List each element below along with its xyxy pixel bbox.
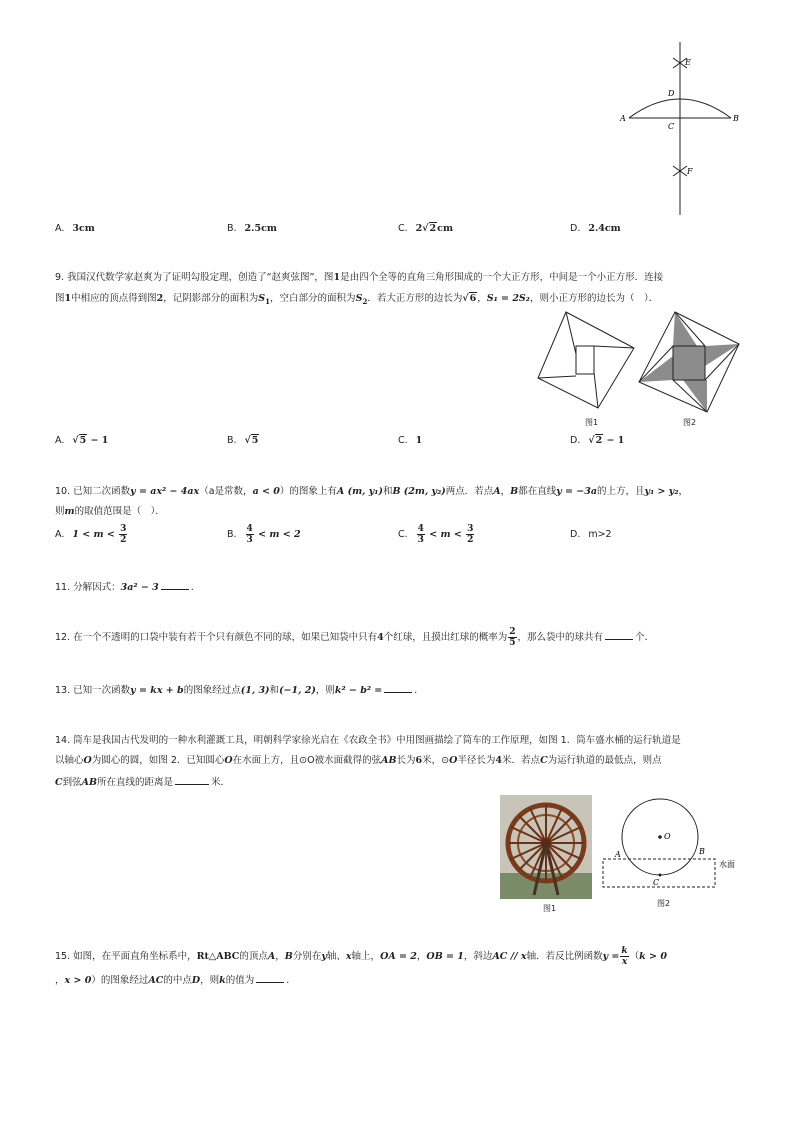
- text-segment: 是由四个全等的直角三角形围成的一个大正方形，中间是一个小正方形．连接: [340, 272, 664, 283]
- answer-blank[interactable]: [175, 775, 209, 785]
- denominator: 3: [417, 535, 424, 545]
- sqrt-expression: √5: [244, 435, 259, 446]
- q9-figure-1-caption: 图1: [585, 418, 599, 427]
- text-segment: 两点．若点: [445, 486, 494, 497]
- text-segment: 和: [382, 486, 393, 497]
- denominator: 5: [509, 638, 516, 648]
- math-expression: AC // x: [492, 951, 527, 962]
- math-expression: < m <: [425, 529, 466, 540]
- q9-option-c[interactable]: [398, 434, 422, 448]
- math-var: B: [284, 951, 293, 962]
- text-segment: ，: [477, 293, 487, 304]
- math-expression: k² − b² =: [334, 685, 383, 696]
- triangle-edge: [566, 312, 576, 354]
- q14-stem-line2: [55, 754, 662, 768]
- label-c: C: [668, 122, 675, 131]
- math-subscript: 2: [362, 296, 368, 306]
- math-var: O: [449, 755, 458, 766]
- text-segment: ，则: [200, 975, 220, 986]
- option-label: C.: [398, 435, 408, 446]
- math-number: 2: [156, 293, 164, 304]
- text-segment: ，: [55, 975, 65, 986]
- q10-stem-line1: [55, 485, 688, 499]
- option-label: D.: [570, 435, 581, 446]
- option-label: B.: [227, 435, 237, 446]
- q8-option-d[interactable]: [570, 222, 621, 236]
- text-segment: ，: [275, 951, 285, 962]
- answer-blank[interactable]: [161, 580, 189, 590]
- option-label: D.: [570, 529, 581, 540]
- sqrt-expression: √5: [72, 435, 87, 446]
- q9-option-d[interactable]: [570, 434, 624, 448]
- fraction: [466, 524, 474, 545]
- q14-stem-line1: [55, 734, 681, 748]
- radicand: 5: [79, 435, 87, 446]
- math-var: A: [267, 951, 276, 962]
- math-var: O: [224, 755, 233, 766]
- q9-figure-2: [637, 310, 741, 414]
- text-segment: 以轴心: [55, 755, 84, 766]
- text-segment: 图: [55, 293, 65, 304]
- math-subscript: 1: [265, 296, 271, 306]
- text-segment: 轴上，: [351, 951, 381, 962]
- label-e: E: [685, 58, 691, 67]
- math-expression: B (2m, y₂): [392, 486, 446, 497]
- label-b: B: [699, 847, 705, 856]
- text-segment: 和: [269, 685, 280, 696]
- q12-stem: [55, 625, 654, 651]
- fraction: [246, 524, 254, 545]
- option-coefficient: 2: [415, 223, 423, 234]
- text-segment: ，那么袋中的球共有: [517, 632, 604, 643]
- text-segment: ，: [500, 486, 511, 497]
- q13-stem: [55, 683, 424, 698]
- numerator: 4: [246, 524, 253, 534]
- math-number: 1: [333, 272, 341, 283]
- text-segment: 的顶点: [239, 951, 268, 962]
- label-b: B: [733, 114, 739, 123]
- math-expression: y = ax² − 4ax: [130, 486, 200, 497]
- q11-stem: [55, 580, 200, 595]
- triangle-edge: [594, 346, 634, 348]
- math-expression: Rt△ABC: [196, 951, 240, 962]
- center-dot: [658, 835, 662, 839]
- math-var: B: [510, 486, 519, 497]
- math-expression: y =: [602, 951, 620, 962]
- text-segment: 米．: [211, 777, 231, 788]
- math-expression: OB = 1: [426, 951, 464, 962]
- text-segment: 个红球，且摸出红球的概率为: [383, 632, 508, 643]
- answer-blank[interactable]: [384, 683, 412, 693]
- triangle-edge: [538, 376, 576, 378]
- option-label: D.: [570, 223, 581, 234]
- text-segment: 分别在: [292, 951, 322, 962]
- small-square: [673, 346, 705, 380]
- math-var: y: [321, 951, 327, 962]
- denominator: 2: [120, 535, 127, 545]
- q8-construction-figure: [615, 40, 745, 220]
- option-label: B.: [227, 223, 237, 234]
- q14-waterwheel-photo: [500, 795, 592, 899]
- math-var: D: [191, 975, 201, 986]
- sqrt-expression: √6: [462, 293, 477, 304]
- math-expression: k > 0: [639, 951, 667, 962]
- text-segment: 的上方，且: [597, 486, 645, 497]
- text-segment: 长为: [396, 755, 416, 766]
- text-segment: 10. 已知二次函数: [55, 486, 131, 497]
- option-label: A.: [55, 223, 65, 234]
- q10-option-d[interactable]: [570, 522, 612, 548]
- math-expression: S₁ = 2S₂: [486, 293, 530, 304]
- math-expression: 3a² − 3: [120, 582, 159, 593]
- math-var: k: [219, 975, 226, 986]
- math-var: O: [83, 755, 92, 766]
- label-o: O: [664, 832, 671, 841]
- text-segment: 15. 如图，在平面直角坐标系中，: [55, 951, 197, 962]
- label-water-surface: 水面: [719, 860, 735, 869]
- math-var: S: [258, 293, 266, 304]
- math-var: x: [345, 951, 352, 962]
- math-var: S: [355, 293, 363, 304]
- answer-blank[interactable]: [256, 973, 284, 983]
- text-segment: 14. 筒车是我国古代发明的一种水利灌溉工具，明朝科学家徐光启在《农政全书》中用图画描绘了筒车的工作原理，如图 1．筒车盛水桶的运行轨道是: [55, 735, 681, 746]
- text-segment: （a是常数，: [199, 486, 253, 497]
- math-expression: x > 0: [64, 975, 92, 986]
- text-segment: 中相应的顶点得到图: [71, 293, 157, 304]
- fraction: [508, 627, 516, 648]
- q9-option-b[interactable]: [227, 434, 259, 448]
- math-expression: 1 < m <: [72, 529, 119, 540]
- text-segment: ．若大正方形的边长为: [367, 293, 463, 304]
- math-var: C: [55, 777, 63, 788]
- q9-stem-line2: [55, 292, 658, 309]
- option-unit: cm: [437, 223, 453, 234]
- numerator: 3: [120, 524, 127, 534]
- q14-figure-2-caption: 图2: [657, 899, 671, 908]
- option-text: 3cm: [72, 223, 95, 234]
- label-d: D: [668, 89, 675, 98]
- fraction: [620, 946, 628, 967]
- text-segment: 12. 在一个不透明的口袋中装有若干个只有颜色不同的球，如果已知袋中只有: [55, 632, 378, 643]
- radicand: 2: [595, 435, 603, 446]
- shaded-region: [639, 356, 673, 382]
- text-segment: 轴、: [326, 951, 346, 962]
- math-var: AB: [381, 755, 397, 766]
- text-segment: 则: [55, 506, 65, 517]
- q8-option-a[interactable]: [55, 222, 95, 236]
- q14-circle-figure: [600, 797, 750, 897]
- text-segment: ，记阴影部分的面积为: [163, 293, 259, 304]
- math-expression: OA = 2: [380, 951, 417, 962]
- answer-blank[interactable]: [605, 630, 633, 640]
- sqrt-expression: √2: [588, 435, 603, 446]
- math-expression: y₁ > y₂: [644, 486, 679, 497]
- q14-stem-line3: [55, 775, 230, 790]
- math-expression: (1, 3): [240, 685, 270, 696]
- q9-figure-2-caption: 图2: [683, 418, 697, 427]
- triangle-edge: [594, 372, 598, 408]
- numerator: 4: [417, 524, 424, 534]
- radicand: 2: [429, 223, 437, 234]
- text-segment: 都在直线: [518, 486, 557, 497]
- text-segment: （: [629, 951, 640, 962]
- text-segment: 在水面上方，且⊙O被水面截得的弦: [232, 755, 382, 766]
- numerator: 2: [509, 627, 516, 637]
- text-segment: ，则: [315, 685, 335, 696]
- outer-square: [538, 312, 634, 408]
- radicand: 5: [251, 435, 259, 446]
- option-label: B.: [227, 529, 237, 540]
- text-segment: 的图象经过点: [183, 685, 241, 696]
- label-f: F: [687, 167, 693, 176]
- math-expression: (−1, 2): [279, 685, 316, 696]
- text-segment: ，: [416, 951, 427, 962]
- q10-option-b[interactable]: [227, 522, 301, 548]
- text-segment: ）的图象经过: [91, 975, 149, 986]
- point-c-dot: [659, 874, 662, 877]
- text-segment: 半径长为: [457, 755, 496, 766]
- math-var: AB: [81, 777, 97, 788]
- text-segment: 米，⊙: [422, 755, 450, 766]
- denominator: x: [621, 957, 628, 967]
- text-segment: 所在直线的距离是: [96, 777, 173, 788]
- math-var: AC: [148, 975, 164, 986]
- q9-option-a[interactable]: [55, 434, 108, 448]
- sqrt-expression: √2: [422, 223, 437, 234]
- math-number: 1: [64, 293, 72, 304]
- q10-stem-line2: [55, 505, 165, 519]
- math-var: A: [493, 486, 501, 497]
- q10-option-c[interactable]: [398, 522, 475, 548]
- denominator: 2: [467, 535, 474, 545]
- text-segment: 为圆心的圆，如图 2．已知圆心: [91, 755, 225, 766]
- q15-stem-line2: [55, 973, 296, 988]
- math-var: C: [540, 755, 548, 766]
- numerator: 3: [467, 524, 474, 534]
- option-text: 2.5cm: [244, 223, 277, 234]
- label-c: C: [653, 878, 660, 887]
- math-expression: A (m, y₁): [336, 486, 383, 497]
- math-expression: < m < 2: [254, 529, 301, 540]
- text-segment: ）的图象上有: [279, 486, 337, 497]
- math-expression: y = −3a: [556, 486, 598, 497]
- text-segment: 的取值范围是（ ）．: [74, 506, 165, 517]
- fraction: [417, 524, 425, 545]
- label-a: A: [620, 114, 626, 123]
- option-text: 1: [415, 435, 423, 446]
- option-label: A.: [55, 435, 65, 446]
- q15-stem-line1: [55, 944, 667, 970]
- q9-figure-1: [536, 310, 636, 410]
- q8-option-b[interactable]: [227, 222, 277, 236]
- math-number: 4: [377, 632, 384, 643]
- q9-stem-line1: [55, 271, 663, 285]
- option-text: m>2: [588, 529, 612, 540]
- text-segment: 13. 已知一次函数: [55, 685, 131, 696]
- inner-square: [576, 346, 594, 374]
- text-segment: ，空白部分的面积为: [270, 293, 356, 304]
- option-label: C.: [398, 223, 408, 234]
- math-number: 4: [495, 755, 503, 766]
- q8-option-c[interactable]: [398, 222, 453, 236]
- math-expression: y = kx + b: [130, 685, 184, 696]
- math-expression: a < 0: [252, 486, 280, 497]
- text-segment: 到弦: [62, 777, 82, 788]
- numerator: k: [621, 946, 628, 956]
- text-segment: 米．若点: [502, 755, 541, 766]
- text-segment: 9. 我国汉代数学家赵爽为了证明勾股定理，创造了“赵爽弦图”，图: [55, 272, 334, 283]
- radicand: 6: [469, 293, 477, 304]
- fraction: [119, 524, 127, 545]
- text-segment: ．: [190, 582, 201, 593]
- option-label: A.: [55, 529, 65, 540]
- option-text: 2.4cm: [588, 223, 621, 234]
- text-segment: 个．: [635, 632, 655, 643]
- text-segment: 的值为: [225, 975, 255, 986]
- text-segment: 轴．若反比例函数: [526, 951, 603, 962]
- option-label: C.: [398, 529, 408, 540]
- option-tail: − 1: [87, 435, 109, 446]
- label-a: A: [615, 850, 621, 859]
- option-tail: − 1: [603, 435, 625, 446]
- text-segment: 11. 分解因式：: [55, 582, 121, 593]
- math-var: m: [64, 506, 75, 517]
- text-segment: 的中点: [163, 975, 192, 986]
- q10-option-a[interactable]: [55, 522, 128, 548]
- q14-figure-1-caption: 图1: [543, 904, 557, 913]
- text-segment: 为运行轨道的最低点，则点: [547, 755, 662, 766]
- text-segment: ，斜边: [463, 951, 493, 962]
- denominator: 3: [246, 535, 253, 545]
- math-number: 6: [415, 755, 423, 766]
- text-segment: ．: [414, 685, 424, 696]
- text-segment: ，: [678, 486, 688, 497]
- text-segment: ，则小正方形的边长为（ ）．: [529, 293, 659, 304]
- text-segment: ．: [286, 975, 296, 986]
